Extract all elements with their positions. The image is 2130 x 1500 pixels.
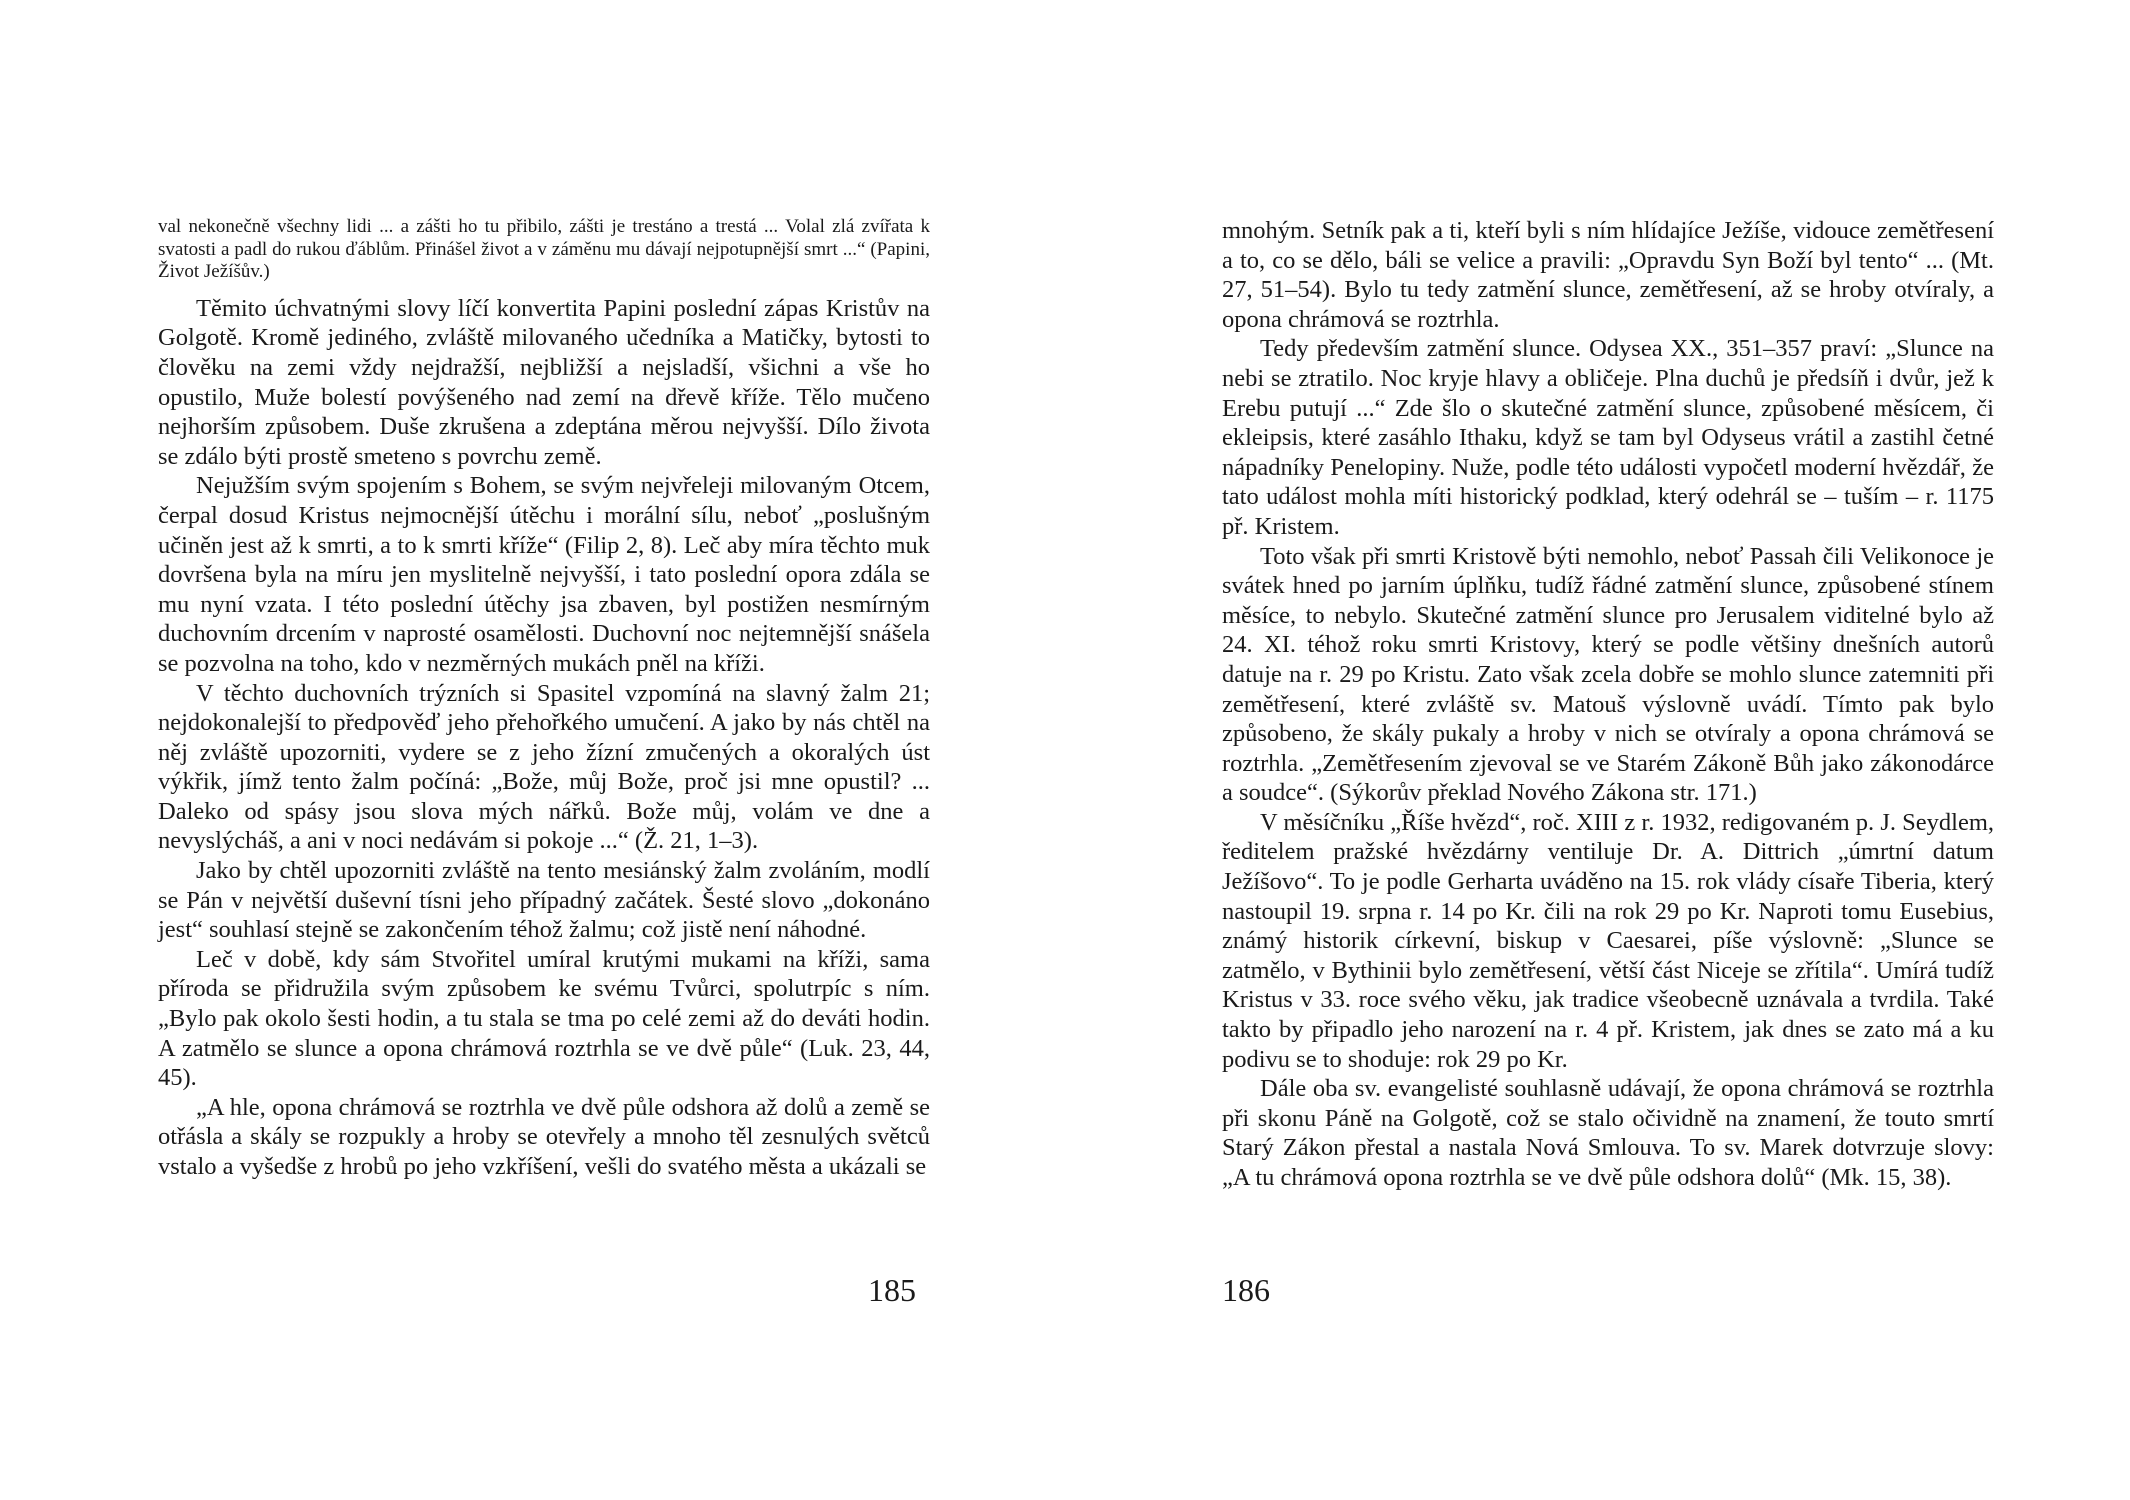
- paragraph: val nekonečně všechny lidi ... a zášti ho tu přibilo, zášti je trestáno a trestá ... Volal zlá zvířata k svatosti a padl do rukou ďáblům. Přinášel život a v záměnu mu dávají nejpotupnější smrt ...“ (Papini, Život Ježíšův.): [158, 216, 930, 283]
- page-number-right: 186: [1222, 1272, 1270, 1308]
- paragraph: Leč v době, kdy sám Stvořitel umíral krutými mukami na kříži, sama příroda se přidružila svým způsobem ke svému Tvůrci, spolutrpíc s ním. „Bylo pak okolo šesti hodin, a tu stala se tma po celé zemi až do deváti hodin. A zatmělo se slunce a opona chrámová roztrhla se ve dvě půle“ (Luk. 23, 44, 45).: [158, 945, 930, 1092]
- page-number-left: 185: [868, 1272, 916, 1308]
- paragraph: Nejužším svým spojením s Bohem, se svým nejvřeleji milovaným Otcem, čerpal dosud Kristus nejmocnější útěchu i morální sílu, neboť „poslušným učiněn jest až k smrti, a to k smrti kříže“ (Filip 2, 8). Leč aby míra těchto muk dovršena byla na míru jen myslitelně nejvyšší, i tato poslední opora zdála se mu nyní vzata. I této poslední útěchy jsa zbaven, byl postižen nesmírným duchovním drcením v naprosté osamělosti. Duchovní noc nejtemnější snášela se pozvolna na toho, kdo v nezměrných mukách pněl na kříži.: [158, 472, 930, 677]
- right-page-text: [1222, 216, 1994, 1193]
- paragraph: Tedy především zatmění slunce. Odysea XX., 351–357 praví: „Slunce na nebi se ztratilo. Noc kryje hlavy a obličeje. Plna duchů je předsíň i dvůr, jež k Erebu putují ...“ Zde šlo o skutečné zatmění slunce, způsobené měsícem, či ekleipsis, které zasáhlo Ithaku, když se tam byl Odyseus vrátil a zastihl četné nápadníky Penelopiny. Nuže, podle této události vypočetl moderní hvězdář, že tato událost mohla míti historický podklad, který odehrál se – tuším – r. 1175 př. Kristem.: [1222, 335, 1994, 540]
- paragraph: Dále oba sv. evangelisté souhlasně udávají, že opona chrámová se roztrhla při skonu Páně na Golgotě, což se stalo očividně na znamení, že touto smrtí Starý Zákon přestal a nastala Nová Smlouva. To sv. Marek dotvrzuje slovy: „A tu chrámová opona roztrhla se ve dvě půle odshora dolů“ (Mk. 15, 38).: [1222, 1075, 1994, 1191]
- paragraph: mnohým. Setník pak a ti, kteří byli s ním hlídajíce Ježíše, vidouce zemětřesení a to, co se dělo, báli se velice a pravili: „Opravdu Syn Boží byl tento“ ... (Mt. 27, 51–54). Bylo tu tedy zatmění slunce, zemětřesení, až se hroby otvíraly, a opona chrámová se roztrhla.: [1222, 217, 1994, 333]
- paragraph: Těmito úchvatnými slovy líčí konvertita Papini poslední zápas Kristův na Golgotě. Kromě jediného, zvláště milovaného učedníka a Matičky, bytosti to člověku na zemi vždy nejdražší, nejbližší a nejsladší, všichni a vše ho opustilo, Muže bolestí povýšeného nad zemí na dřevě kříže. Tělo mučeno nejhorším způsobem. Duše zkrušena a zdeptána měrou nejvyšší. Dílo života se zdálo býti prostě smeteno s povrchu země.: [158, 294, 930, 470]
- paragraph: Jako by chtěl upozorniti zvláště na tento mesiánský žalm zvoláním, modlí se Pán v největší duševní tísni jeho případný začátek. Šesté slovo „dokonáno jest“ souhlasí stejně se zakončením téhož žalmu; což jistě není náhodné.: [158, 857, 930, 944]
- left-page-text: [158, 216, 930, 1182]
- paragraph: V měsíčníku „Říše hvězd“, roč. XIII z r. 1932, redigovaném p. J. Seydlem, ředitelem pražské hvězdárny ventiluje Dr. A. Dittrich „úmrtní datum Ježíšovo“. To je podle Gerharta uváděno na 15. rok vlády císaře Tiberia, který nastoupil 19. srpna r. 14 po Kr. čili na rok 29 po Kr. Naproti tomu Eusebius, známý historik církevní, biskup v Caesarei, píše výslovně: „Slunce se zatmělo, v Bythinii bylo zemětřesení, větší část Niceje se zřítila“. Umírá tudíž Kristus v 33. roce svého věku, jak tradice všeobecně uznávala a tvrdila. Také takto by připadlo jeho narození na r. 4 př. Kristem, jak dnes se zato má a ku podivu se to shoduje: rok 29 po Kr.: [1222, 808, 1994, 1073]
- paragraph: „A hle, opona chrámová se roztrhla ve dvě půle odshora až dolů a země se otřásla a skály se rozpukly a hroby se otevřely a mnoho těl zesnulých světců vstalo a vyšedše z hrobů po jeho vzkříšení, vešli do svatého města a ukázali se: [158, 1093, 930, 1180]
- paragraph: V těchto duchovních trýzních si Spasitel vzpomíná na slavný žalm 21; nejdokonalejší to předpověď jeho přehořkého umučení. A jako by nás chtěl na něj zvláště upozorniti, vydere se z jeho žízní zmučených a okoralých úst výkřik, jímž tento žalm počíná: „Bože, můj Bože, proč jsi mne opustil? ... Daleko od spásy jsou slova mých nářků. Bože můj, volám ve dne a nevyslýcháš, a ani v noci nedávám si pokoje ...“ (Ž. 21, 1–3).: [158, 679, 930, 855]
- paragraph: Toto však při smrti Kristově býti nemohlo, neboť Passah čili Velikonoce je svátek hned po jarním úplňku, tudíž řádné zatmění slunce, způsobené stínem měsíce, to nebylo. Skutečné zatmění slunce pro Jerusalem viditelné bylo až 24. XI. téhož roku smrti Kristovy, který se podle většiny dnešních autorů datuje na r. 29 po Kristu. Zato však zcela dobře se mohlo slunce zatemniti při zemětřesení, které zvláště sv. Matouš výslovně uvádí. Tímto pak bylo způsobeno, že skály pukaly a hroby v nich se otvíraly a opona chrámová se roztrhla. „Zemětřesením zjevoval se ve Starém Zákoně Bůh jako zákonodárce a soudce“. (Sýkorův překlad Nového Zákona str. 171.): [1222, 542, 1994, 807]
